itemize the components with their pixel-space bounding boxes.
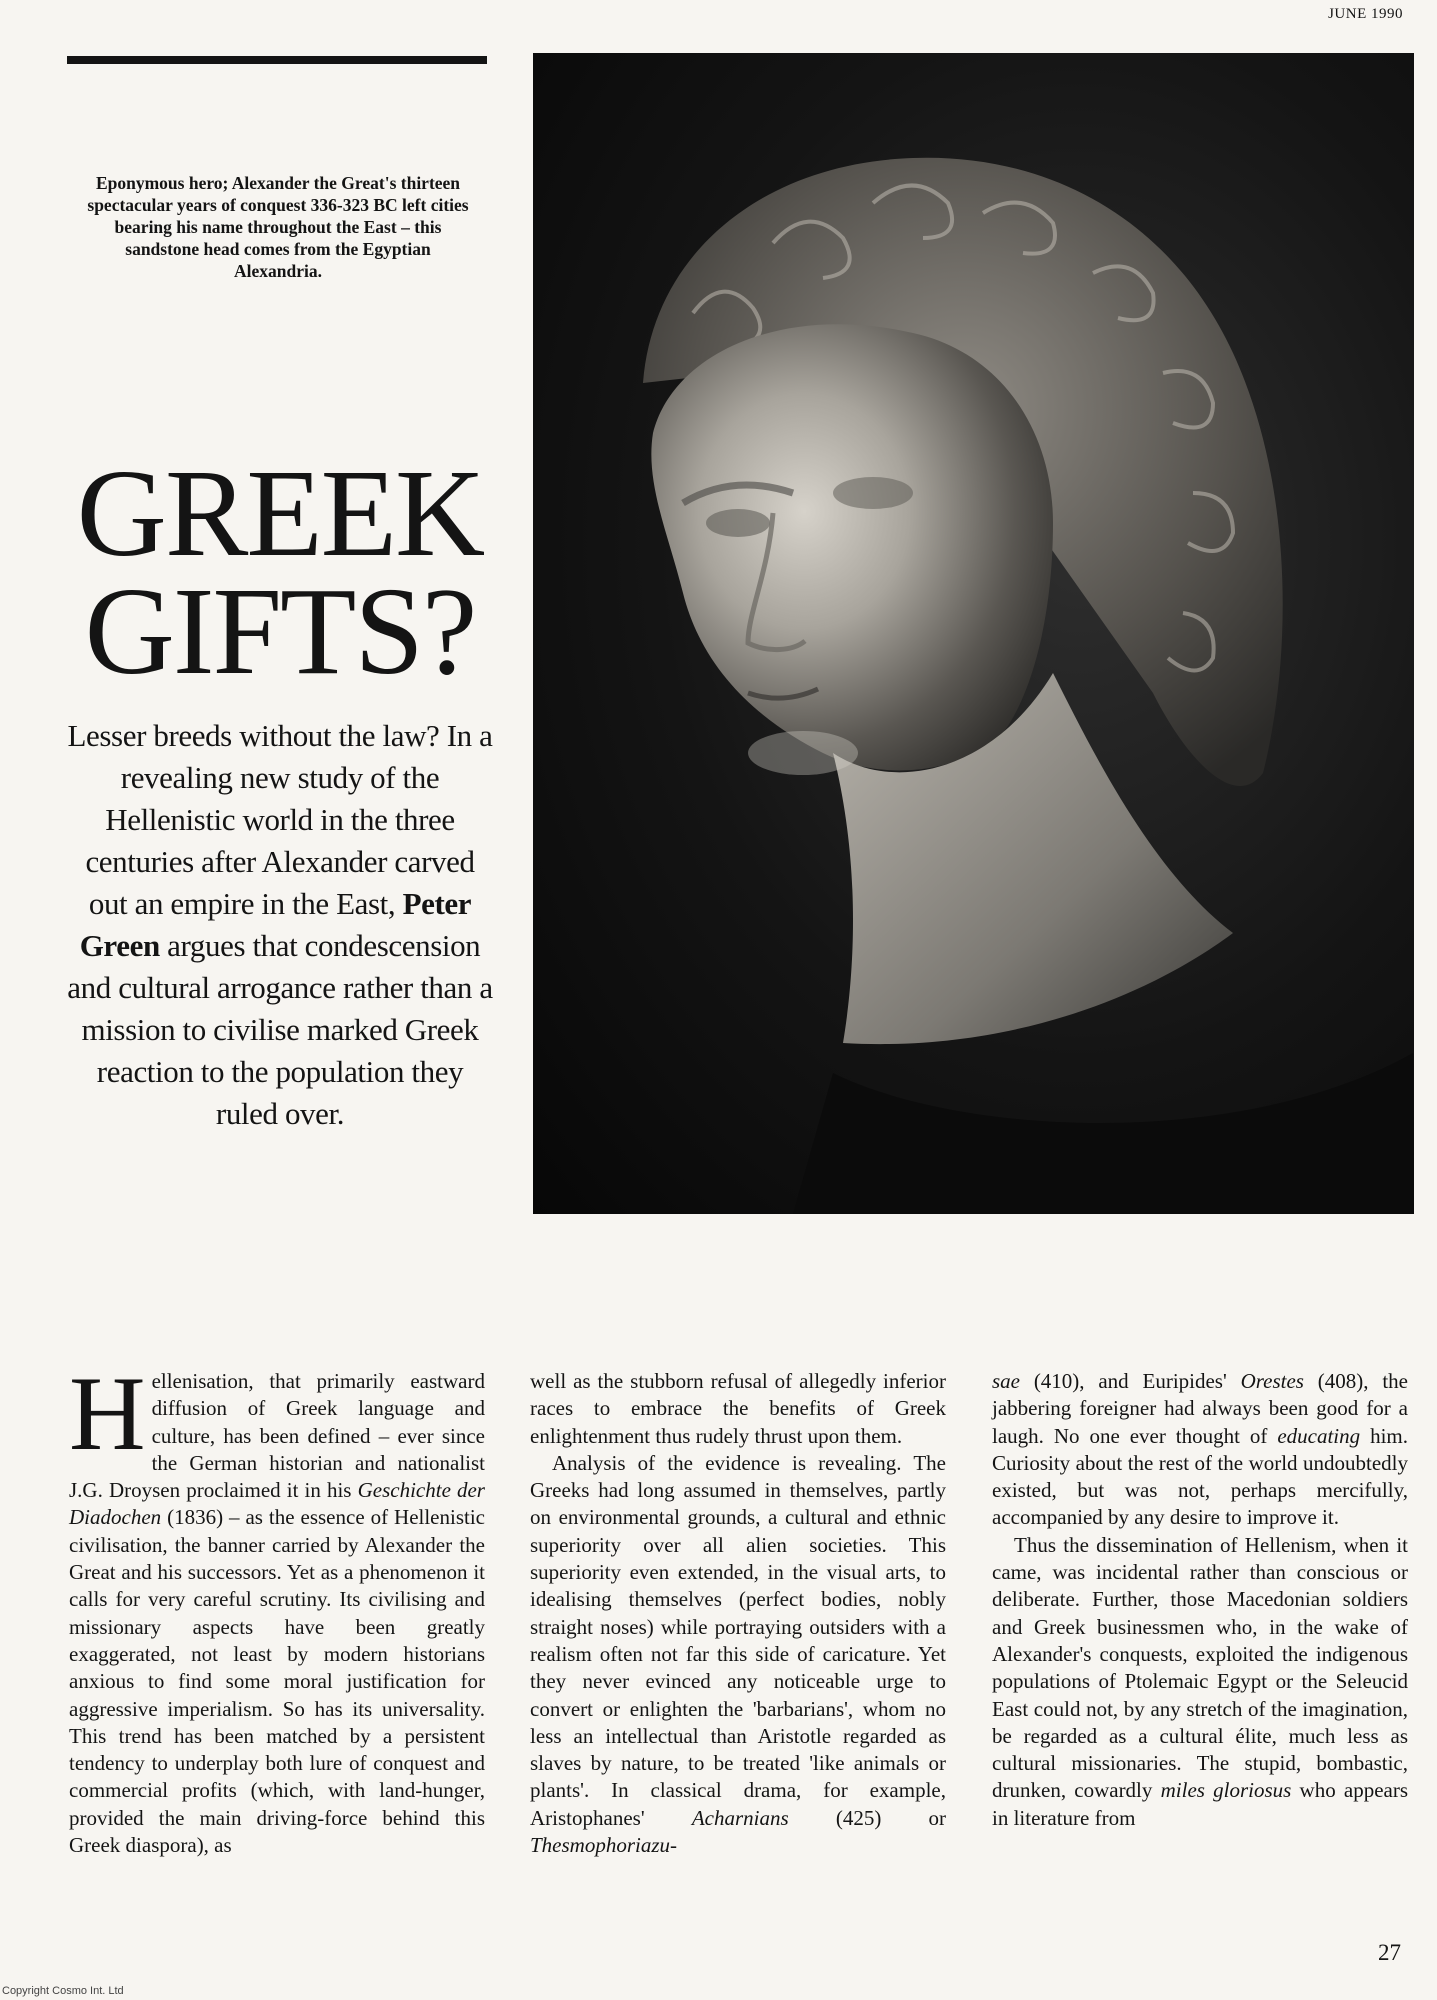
headline — [60, 445, 500, 701]
book-title: Geschichte der Diadochen — [69, 1478, 485, 1530]
face — [651, 324, 1053, 770]
article-paragraph: sae (410), and Euripides' Orestes (408), the jabbering foreigner had always been good for a laugh. No one ever thought of educating him. Curiosity about the rest of the world undoubtedly existed, but was not, perhaps mercifully, accompanied by any desire to improve it. — [992, 1369, 1408, 1530]
page-number: 27 — [1378, 1940, 1401, 1965]
author-name: Peter Green — [79, 886, 472, 963]
issue-date: JUNE 1990 — [1328, 6, 1403, 22]
play-title: Orestes — [1240, 1369, 1304, 1393]
emphasis: miles gloriosus — [1160, 1778, 1292, 1803]
article-column-2 — [530, 1368, 946, 1859]
photo-caption: Eponymous hero; Alexander the Great's thirteen spectacular years of conquest 336-323 BC left cities bearing his name throughout the East – this sandstone head comes from the Egyptian Alexandria. — [87, 173, 469, 281]
headline-line-2: GIFTS? — [84, 563, 476, 701]
article-paragraph: Hellenisation, that primarily eastward diffusion of Greek language and culture, has been defined – ever since the German historian and nationalist J.G. Droysen proclaimed it in his Geschichte der Diadochen (1836) – as the essence of Hellenistic civilisation, the banner carried by Alexander the Great and his successors. Yet as a phenomenon it calls for very careful scrutiny. Its civilising and missionary aspects have been greatly exaggerated, not least by modern historians anxious to find some moral justification for aggressive imperialism. So has its universality. This trend has been matched by a persistent tendency to underplay both lure of conquest and commercial profits (which, with land-hunger, provided the main driving-force behind this Greek diaspora), as — [69, 1355, 486, 1858]
copyright-notice: Copyright Cosmo Int. Ltd — [2, 1985, 124, 1997]
standfirst-intro: Lesser breeds without the law? In a revealing new study of the Hellenistic world in the three centuries after Alexander carved out an empire in the East, — [67, 718, 493, 921]
eye-left — [706, 509, 770, 537]
alexander-head-photo — [533, 53, 1414, 1214]
article-column-1 — [69, 1355, 486, 1859]
eye-right — [833, 477, 913, 509]
sculpture-illustration — [533, 53, 1414, 1214]
drop-cap: H — [69, 1355, 146, 1472]
standfirst-outro: argues that condescension and cultural arrogance rather than a mission to civilise marked Greek reaction to the population they ruled over. — [67, 928, 493, 1131]
article-paragraph: well as the stubborn refusal of allegedly inferior races to embrace the benefits of Greek enlightenment thus rudely thrust upon them. — [530, 1369, 946, 1448]
bust-base — [793, 1053, 1414, 1214]
article-column-3 — [992, 1368, 1408, 1832]
play-title: Thesmophoriazu- — [530, 1833, 678, 1858]
article-paragraph: Thus the dissemination of Hellenism, when it came, was incidental rather than conscious or deliberate. Further, those Macedonian soldiers and Greek businessmen who, in the wake of Alexander's conquests, exploited the indigenous populations of Ptolemaic Egypt or the Seleucid East could not, by any stretch of the imagination, be regarded as a cultural élite, much less as cultural missionaries. The stupid, bombastic, drunken, cowardly miles gloriosus who appears in literature from — [992, 1532, 1409, 1830]
headline-line-1: GREEK — [76, 445, 484, 583]
play-title: sae — [992, 1369, 1020, 1393]
chin-highlight — [748, 731, 858, 775]
play-title: Acharnians — [691, 1805, 789, 1830]
standfirst — [64, 715, 496, 1135]
emphasis: educating — [1277, 1423, 1361, 1448]
article-paragraph: Analysis of the evidence is revealing. The Greeks had long assumed in themselves, partly on environmental grounds, a cultural and ethnic superiority over all alien societies. This superiority even extended, in the visual arts, to idealising themselves (perfect bodies, nobly straight noses) while portraying outsiders with a realism often not far this side of caricature. Yet they never evinced any noticeable urge to convert or enlighten the 'barbarians', whom no less an intellectual than Aristotle regarded as slaves by nature, to be treated 'like animals or plants'. In classical drama, for example, Aristophanes' Acharnians (425) or Thesmophoriazu- — [530, 1450, 947, 1858]
header-rule — [67, 56, 487, 64]
